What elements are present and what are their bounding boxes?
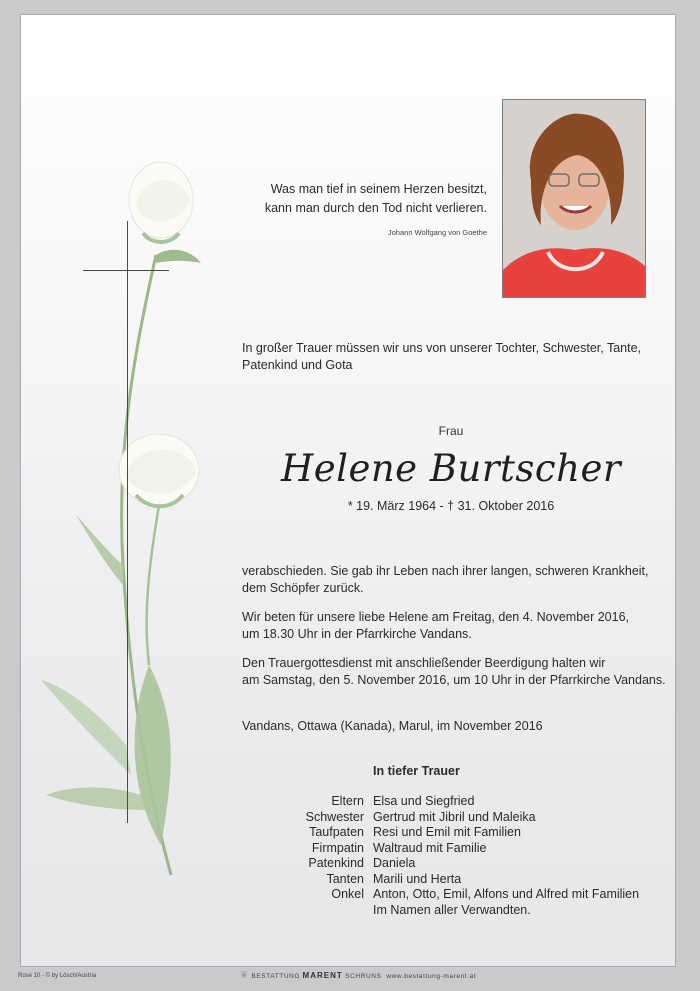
death-notice-card bbox=[20, 14, 676, 967]
mourner-names: Anton, Otto, Emil, Alfons und Alfred mit Familien bbox=[373, 887, 640, 901]
mourner-names: Daniela bbox=[373, 856, 416, 870]
farewell-line-2: dem Schöpfer zurück. bbox=[242, 581, 364, 595]
leaf-icon: ❦ bbox=[240, 970, 249, 981]
mourner-names: Elsa und Siegfried bbox=[373, 794, 475, 808]
quote-line-2: kann man durch den Tod nicht verlieren. bbox=[264, 201, 487, 215]
mourner-names: Gertrud mit Jibril und Maleika bbox=[373, 809, 536, 824]
cross-vertical-line bbox=[127, 221, 128, 823]
mourner-role: Onkel bbox=[331, 887, 364, 901]
deceased-title: Frau bbox=[438, 424, 464, 438]
mourner-role: Schwester bbox=[305, 809, 364, 824]
funeral-line-2: am Samstag, den 5. November 2016, um 10 Uhr in der Pfarrkirche Vandans. bbox=[242, 673, 666, 687]
brand-prefix: BESTATTUNG bbox=[251, 973, 301, 980]
brand-location: SCHRUNS bbox=[345, 973, 382, 980]
life-dates: * 19. März 1964 - † 31. Oktober 2016 bbox=[347, 499, 555, 513]
mourners-heading: In tiefer Trauer bbox=[373, 764, 460, 778]
portrait-photo bbox=[502, 99, 646, 298]
quote-author: Johann Wolfgang von Goethe bbox=[387, 228, 487, 237]
farewell-line-1: verabschieden. Sie gab ihr Leben nach ihrer langen, schweren Krankheit, bbox=[242, 564, 649, 578]
mourner-row bbox=[242, 887, 672, 903]
mourner-names: Im Namen aller Verwandten. bbox=[373, 902, 531, 917]
mourner-row bbox=[242, 903, 672, 919]
intro-line-2: Patenkind und Gota bbox=[242, 358, 353, 372]
mourner-row bbox=[242, 841, 672, 857]
mourner-role bbox=[242, 903, 373, 919]
intro-text bbox=[242, 340, 662, 374]
mourner-names: Marili und Herta bbox=[373, 871, 462, 886]
deceased-name: Helene Burtscher bbox=[280, 447, 622, 490]
brand-url: www.bestattung-marent.at bbox=[386, 973, 477, 980]
mourner-role: Tanten bbox=[326, 871, 364, 886]
quote-text bbox=[201, 180, 487, 218]
mourner-row bbox=[242, 825, 672, 841]
prayer-line-1: Wir beten für unsere liebe Helene am Freitag, den 4. November 2016, bbox=[242, 610, 630, 624]
portrait-image bbox=[503, 100, 646, 298]
mourner-row bbox=[242, 810, 672, 826]
farewell-paragraph bbox=[242, 563, 672, 597]
mourner-names: Waltraud mit Familie bbox=[373, 840, 487, 855]
mourner-role: Eltern bbox=[331, 794, 364, 808]
prayer-paragraph bbox=[242, 609, 672, 643]
funeral-line-1: Den Trauergottesdienst mit anschließender Beerdigung halten wir bbox=[242, 656, 606, 670]
funeral-paragraph bbox=[242, 655, 672, 689]
mourner-row bbox=[242, 856, 672, 872]
white-roses-illustration bbox=[31, 145, 231, 905]
place-date-line: Vandans, Ottawa (Kanada), Marul, im November 2016 bbox=[242, 719, 543, 733]
quote-line-1: Was man tief in seinem Herzen besitzt, bbox=[270, 182, 487, 196]
mourner-role: Firmpatin bbox=[311, 840, 364, 855]
brand-name: MARENT bbox=[302, 971, 343, 980]
funeral-home-logo bbox=[240, 970, 476, 981]
mourner-role: Taufpaten bbox=[309, 825, 364, 839]
prayer-line-2: um 18.30 Uhr in der Pfarrkirche Vandans. bbox=[242, 627, 472, 641]
mourner-names: Resi und Emil mit Familien bbox=[373, 825, 521, 839]
cross-horizontal-line bbox=[83, 270, 169, 271]
mourner-row bbox=[242, 872, 672, 888]
intro-line-1: In großer Trauer müssen wir uns von unserer Tochter, Schwester, Tante, bbox=[242, 341, 642, 355]
copyright-note: Rose 10 - © by Lösch/Austria bbox=[18, 973, 97, 979]
mourner-row bbox=[242, 794, 672, 810]
mourners-list bbox=[242, 794, 672, 918]
mourner-role: Patenkind bbox=[308, 856, 364, 870]
